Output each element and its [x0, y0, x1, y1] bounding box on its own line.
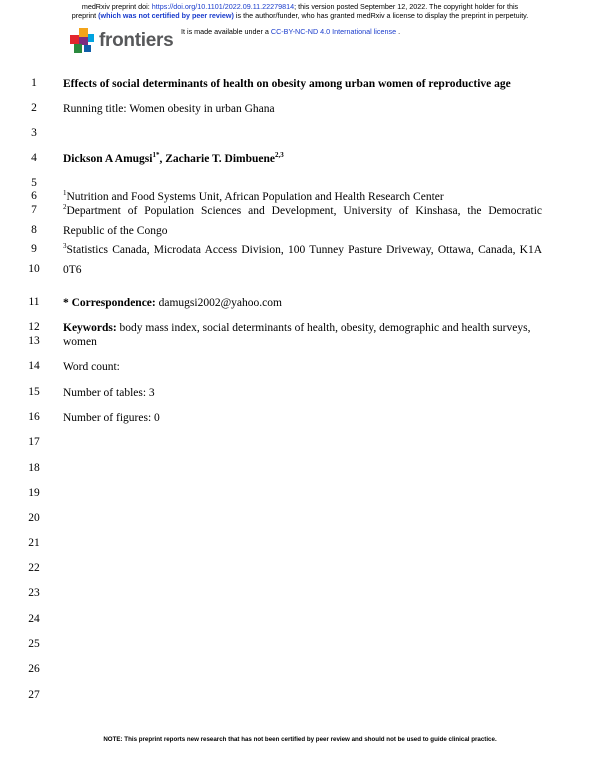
author-2: Zacharie T. Dimbuene	[165, 153, 276, 165]
correspondence-email[interactable]: damugsi2002@yahoo.com	[155, 297, 282, 309]
line-number: 3	[31, 127, 37, 139]
affiliation-2-line-2: Republic of the Congo	[63, 225, 168, 237]
line-number: 6	[31, 190, 37, 202]
line-number: 21	[28, 537, 40, 549]
line-number: 24	[28, 613, 40, 625]
affiliation-3-line-2: 0T6	[63, 264, 82, 276]
line-number: 11	[28, 296, 40, 308]
line-number: 23	[28, 587, 40, 599]
not-certified-link[interactable]: (which was not certified by peer review)	[98, 10, 234, 20]
line-number: 17	[28, 436, 40, 448]
line-number: 9	[31, 243, 37, 255]
frontiers-logo-text: frontiers	[99, 30, 174, 51]
line-number: 16	[28, 411, 40, 423]
keywords-line-1: Keywords: body mass index, social determinants of health, obesity, demographic and health surveys,	[63, 322, 531, 334]
line-number: 18	[28, 462, 40, 474]
line-number: 13	[28, 335, 40, 347]
frontiers-logo-mark-icon	[70, 28, 96, 54]
preprint-footer-note: NOTE: This preprint reports new research that has not been certified by peer review and should not be used to guide clinical practice.	[103, 736, 497, 743]
author-1: Dickson A Amugsi	[63, 153, 153, 165]
line-number: 1	[31, 77, 37, 89]
preprint-header	[0, 3, 600, 20]
line-number: 5	[31, 177, 37, 189]
line-number: 7	[31, 204, 37, 216]
line-number: 25	[28, 638, 40, 650]
paper-title: Effects of social determinants of health on obesity among urban women of reproductive age	[63, 78, 511, 90]
line-number: 2	[31, 102, 37, 114]
line-number: 19	[28, 487, 40, 499]
word-count: Word count:	[63, 361, 120, 373]
frontiers-logo	[70, 27, 173, 55]
number-of-figures: Number of figures: 0	[63, 412, 160, 424]
line-number: 15	[28, 386, 40, 398]
line-number: 22	[28, 562, 40, 574]
preprint-header-line1: medRxiv preprint doi: https://doi.org/10.1101/2022.09.11.22279814; this version posted September 12, 2022. The copyright holder for this	[81, 2, 519, 11]
line-number: 27	[28, 689, 40, 701]
line-number: 14	[28, 360, 40, 372]
affiliation-2-line-1: $^2$Department of Population Sciences and Development, University of Kinshasa, the Democratic	[63, 203, 542, 217]
running-title: Running title: Women obesity in urban Ghana	[63, 103, 275, 115]
number-of-tables: Number of tables: 3	[63, 387, 155, 399]
preprint-header-line2: preprint (which was not certified by peer review) is the author/funder, who has granted medRxiv a license to display the preprint in perpetuity.	[71, 10, 529, 20]
line-number: 26	[28, 663, 40, 675]
line-number: 4	[31, 152, 37, 164]
authors: Dickson A Amugsi$^{1*}$, Zacharie T. Dimbuene$^{2,3}$	[63, 151, 284, 165]
affiliation-3-line-1: $^3$Statistics Canada, Microdata Access Division, 100 Tunney Pasture Driveway, Ottawa, Canada, K1A	[63, 242, 542, 256]
line-number: 20	[28, 512, 40, 524]
license-link[interactable]: CC-BY-NC-ND 4.0 International license	[270, 27, 397, 36]
license-line: It is made available under a CC-BY-NC-ND 4.0 International license .	[181, 27, 401, 36]
line-number: 8	[31, 224, 37, 236]
doi-link[interactable]: https://doi.org/10.1101/2022.09.11.22279814	[151, 2, 295, 11]
line-number: 10	[28, 263, 40, 275]
affiliation-1: $^1$Nutrition and Food Systems Unit, African Population and Health Research Center	[63, 189, 444, 203]
line-number: 12	[28, 321, 40, 333]
keywords-line-2: women	[63, 336, 97, 348]
correspondence: * Correspondence: damugsi2002@yahoo.com	[63, 297, 282, 309]
